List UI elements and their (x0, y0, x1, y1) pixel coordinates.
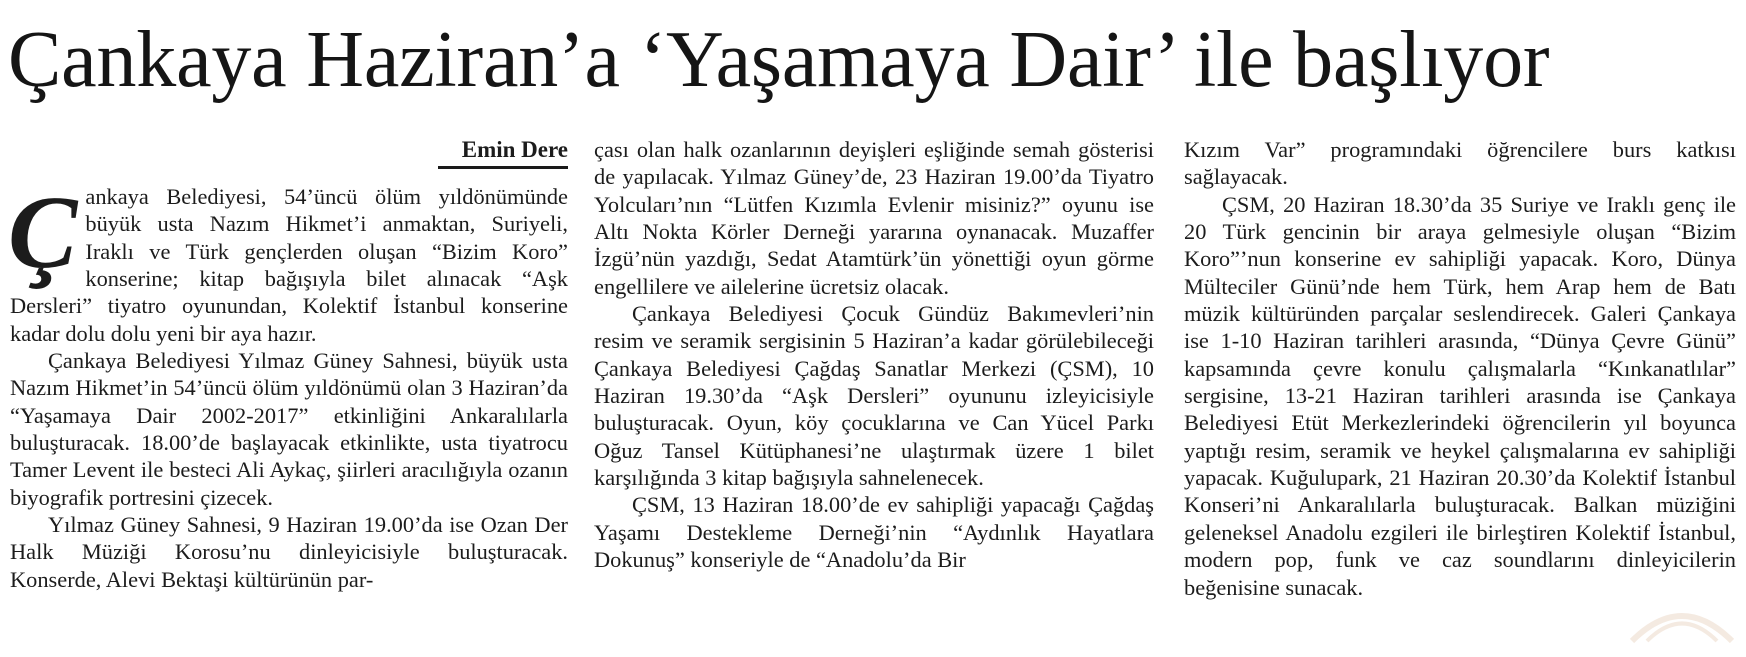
watermark-logo (1622, 591, 1742, 651)
byline-rule (438, 166, 568, 169)
byline (10, 136, 568, 169)
paragraph: Kızım Var” programındaki öğrencilere burs katkısı sağlayacak. (1184, 137, 1736, 190)
byline-author: Emin Dere (461, 137, 568, 162)
paragraph: Çankaya Belediyesi Çocuk Gündüz Bakımevleri’nin resim ve seramik sergisinin 5 Haziran’a kadar görülebileceği Çankaya Belediyesi Çağdaş Sanatlar Merkezi (ÇSM), 10 Haziran 19.30’da “Aşk Dersleri” oyununu izleyicisiyle buluşturacak. Oyun, köy çocuklarına ve Can Yücel Parkı Oğuz Tansel Kütüphanesi’ne ulaştırmak üzere 1 bilet karşılığında 3 kitap bağışıyla sahnelenecek. (594, 301, 1154, 491)
paragraph: Yılmaz Güney Sahnesi, 9 Haziran 19.00’da ise Ozan Der Halk Müziği Korosu’nu dinleyicisiyle buluşturacak. Konserde, Alevi Bektaşi kültürünün par- (10, 512, 568, 592)
dropcap: Ç (8, 175, 78, 290)
lead-paragraph-text: ankaya Belediyesi, 54’üncü ölüm yıldönümünde büyük usta Nazım Hikmet’i anmaktan, Suriyeli, Iraklı ve Türk gençlerden oluşan “Bizim Koro” konserine; kitap bağışıyla bilet alınacak “Aşk Dersleri” tiyatro oyunundan, Kolektif İstanbul konserine kadar dolu dolu yeni bir aya hazır. (10, 184, 568, 346)
paragraph: ÇSM, 13 Haziran 18.00’de ev sahipliği yapacağı Çağdaş Yaşamı Destekleme Derneği’nin “Aydınlık Hayatlara Dokunuş” konseriyle de “Anadolu’da Bir (594, 492, 1154, 573)
paragraph: çası olan halk ozanlarının deyişleri eşliğinde semah gösterisi de yapılacak. Yılmaz Güney’de, 23 Haziran 19.00’da Tiyatro Yolcuları’nın “Lütfen Kızımla Evlenir misiniz?” oyunu ise Altı Nokta Körler Derneği yararına oynanacak. Muzaffer İzgü’nün yazdığı, Sedat Atamtürk’ün yönettiği oyun görme engellilere ve ailelerine ücretsiz olacak. (594, 137, 1154, 299)
headline: Çankaya Haziran’a ‘Yaşamaya Dair’ ile başlıyor (8, 16, 1550, 104)
article-column-1 (10, 136, 568, 593)
paragraph: Çankaya Belediyesi Yılmaz Güney Sahnesi, büyük usta Nazım Hikmet’in 54’üncü ölüm yıldönümü olan 3 Haziran’da “Yaşamaya Dair 2002-2017” etkinliğini Ankaralılarla buluşturacak. 18.00’de başlayacak etkinlikte, usta tiyatrocu Tamer Levent ile besteci Ali Aykaç, şiirleri aracılığıyla ozanın biyografik portresini çizecek. (10, 348, 568, 510)
article-column-3 (1184, 136, 1736, 601)
lead-paragraph (8, 175, 568, 347)
paragraph: ÇSM, 20 Haziran 18.30’da 35 Suriye ve Iraklı genç ile 20 Türk gencinin bir araya gelmesiyle oluşan “Bizim Koro”’nun konserine ev sahipliği yapacak. Koro, Dünya Mülteciler Günü’nde hem Türk, hem Arap hem de Batı müzik kültüründen parçalar seslendirecek. Galeri Çankaya ise 1-10 Haziran tarihleri arasında, “Dünya Çevre Günü” kapsamında çevre konulu çalışmalarla “Kınkanatlılar” sergisine, 13-21 Haziran tarihleri arasında ise Çankaya Belediyesi Etüt Merkezlerindeki öğrencilerin yıl boyunca yaptığı resim, seramik ve heykel çalışmalarına ev sahipliği yapacak. Kuğulupark, 21 Haziran 20.30’da Kolektif İstanbul Konseri’ni Ankaralılarla buluşturacak. Balkan müziğini geleneksel Anadolu ezgileri ile birleştiren Kolektif İstanbul, modern pop, funk ve caz soundlarını dinleyicilerin beğenisine sunacak. (1184, 191, 1736, 600)
article-column-2 (594, 136, 1154, 574)
